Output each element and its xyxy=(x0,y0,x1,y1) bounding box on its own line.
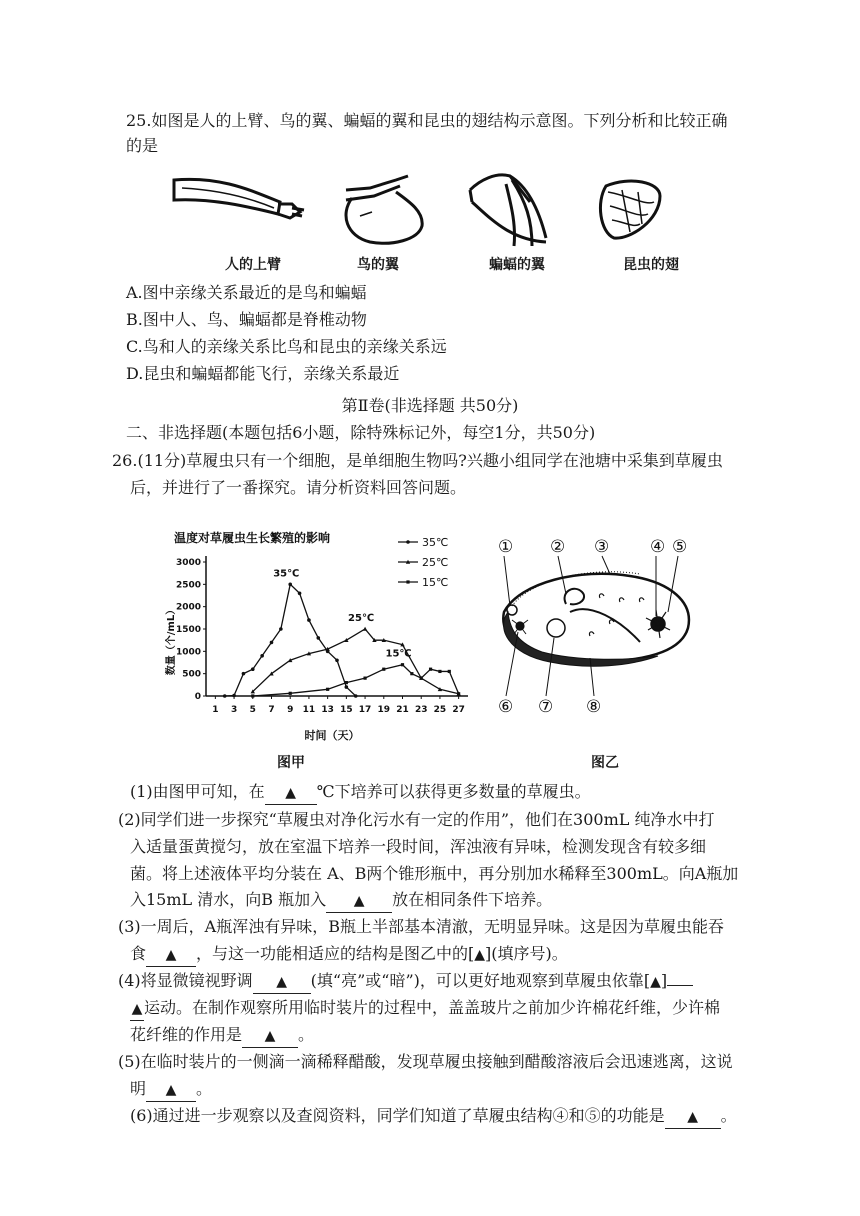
fig-jia-caption: 图甲 xyxy=(277,755,305,771)
q26-sub2-text-b: 放在相同条件下培养。 xyxy=(392,890,553,909)
answer-blank-1[interactable] xyxy=(265,781,317,805)
blank-marker: ▲ xyxy=(285,785,297,801)
data-point xyxy=(288,583,292,587)
legend-label: 15℃ xyxy=(422,576,449,589)
answer-blank-2[interactable] xyxy=(326,889,392,913)
q25-stem-line2: 的是 xyxy=(126,136,159,155)
data-point xyxy=(420,677,423,680)
data-point xyxy=(335,658,339,662)
data-point xyxy=(232,694,236,698)
section-title: 第Ⅱ卷(非选择题 共50分) xyxy=(341,396,519,415)
q25-stem-line1: 25.如图是人的上臂、鸟的翼、蝙蝠的翼和昆虫的翅结构示意图。下列分析和比较正确 xyxy=(126,111,728,130)
answer-blank-7b[interactable] xyxy=(130,997,144,1021)
q26-stem-line2: 后，并进行了一番探究。请分析资料回答问题。 xyxy=(130,478,467,497)
blank-marker: ▲ xyxy=(276,974,288,990)
x-tick-label: 7 xyxy=(268,705,275,715)
num-5: ⑤ xyxy=(672,537,688,557)
q26-sub6-text-a: (6)通过进一步观察以及查阅资料，同学们知道了草履虫结构④和⑤的功能是 xyxy=(130,1106,665,1125)
q26-sub4-text-a: (4)将显微镜视野调 xyxy=(118,971,253,990)
q26-sub3-line1: (3)一周后，A瓶浑浊有异味，B瓶上半部基本清澈，无明显异味。这是因为草履虫能吞 xyxy=(118,917,724,936)
answer-blank-3[interactable] xyxy=(146,943,196,967)
q26-sub2-line1: (2)同学们进一步探究“草履虫对净化污水有一定的作用”，他们在300mL 纯净水中打 xyxy=(118,810,715,829)
data-point xyxy=(242,672,246,676)
data-point xyxy=(429,668,432,671)
x-tick-label: 3 xyxy=(230,705,238,715)
answer-blank-9[interactable] xyxy=(146,1078,196,1102)
data-point xyxy=(382,668,385,671)
x-tick-label: 17 xyxy=(358,705,372,715)
fig-yi-caption: 图乙 xyxy=(591,755,619,771)
q26-sub4-text-b: (填“亮”或“暗”)，可以更好地观察到草履虫依靠[ xyxy=(310,971,651,990)
x-tick-label: 25 xyxy=(433,705,447,715)
num-1: ① xyxy=(498,537,514,557)
answer-blank-5[interactable] xyxy=(253,970,311,994)
data-point xyxy=(438,670,441,673)
legend-marker xyxy=(406,540,410,544)
x-tick-label: 21 xyxy=(396,705,409,715)
chart-y-axis-label: 数量（个/mL） xyxy=(166,604,177,676)
x-tick-label: 27 xyxy=(452,705,465,715)
num-4: ④ xyxy=(650,537,666,557)
data-point xyxy=(270,641,274,645)
x-tick-label: 23 xyxy=(414,705,428,715)
temperature-growth-chart xyxy=(160,520,480,745)
data-point xyxy=(345,681,348,684)
x-tick-label: 15 xyxy=(340,705,353,715)
y-tick-label: 0 xyxy=(194,692,201,702)
series-2 xyxy=(251,663,460,697)
y-tick-label: 2500 xyxy=(175,580,201,591)
data-point xyxy=(354,694,358,698)
q26-sub4-text-d: 运动。在制作观察所用临时装片的过程中，盖盖玻片之前加少许棉花纤维，少许棉 xyxy=(144,998,721,1017)
answer-blank-4[interactable]: ▲ xyxy=(474,947,486,963)
series-line xyxy=(253,629,459,694)
data-point xyxy=(363,627,367,631)
num-3: ③ xyxy=(594,537,610,557)
q26-sub3-text-b: ，与这一功能相适应的结构是图乙中的[ xyxy=(196,944,475,963)
q26-sub5-text-b: 。 xyxy=(196,1079,213,1098)
q26-sub1-text-b: ℃下培养可以获得更多数量的草履虫。 xyxy=(316,782,591,801)
data-point xyxy=(410,672,413,675)
q26-stem-line1: 26.(11分)草履虫只有一个细胞，是单细胞生物吗?兴趣小组同学在池塘中采集到草履虫 xyxy=(112,451,723,470)
data-point xyxy=(223,694,227,698)
q26-sub4-line2 xyxy=(130,997,720,1021)
q26-sub4-line1 xyxy=(118,970,693,994)
label-human-arm: 人的上臂 xyxy=(225,257,281,273)
label-bat-wing: 蝙蝠的翼 xyxy=(489,257,545,273)
paramecium-diagram xyxy=(490,532,700,718)
peak-annotation: 35℃ xyxy=(273,568,300,580)
chart-title: 温度对草履虫生长繁殖的影响 xyxy=(174,531,331,545)
y-tick-label: 500 xyxy=(182,669,201,680)
num-8: ⑧ xyxy=(586,697,602,717)
q26-sub6-text-b: 。 xyxy=(720,1106,737,1125)
chart-annotations xyxy=(273,568,411,659)
q26-sub3-text-c: ](填序号)。 xyxy=(485,944,568,963)
x-tick-label: 5 xyxy=(249,705,256,715)
q26-sub3-line2 xyxy=(130,943,568,967)
q26-sub1 xyxy=(130,781,591,805)
x-tick-label: 13 xyxy=(321,705,334,715)
data-point xyxy=(401,663,404,666)
blank-marker: ▲ xyxy=(165,947,177,963)
section-subtitle: 二、非选择题(本题包括6小题，除特殊标记外，每空1分，共50分) xyxy=(126,423,596,442)
q26-sub1-text-a: (1)由图甲可知，在 xyxy=(130,782,265,801)
answer-blank-8[interactable] xyxy=(242,1024,298,1048)
bird-wing-drawing xyxy=(346,176,422,243)
insect-wing-drawing xyxy=(600,181,660,238)
legend-label: 25℃ xyxy=(422,556,449,569)
data-point xyxy=(251,694,254,697)
data-point xyxy=(307,618,311,622)
q26-sub6 xyxy=(130,1105,737,1129)
bat-wing-drawing xyxy=(470,175,546,246)
answer-blank-7a[interactable] xyxy=(667,985,693,986)
label-insect-wing: 昆虫的翅 xyxy=(623,257,679,273)
data-point xyxy=(279,627,283,631)
x-tick-label: 11 xyxy=(302,705,316,715)
blank-marker: ▲ xyxy=(165,1082,177,1098)
q26-sub3-text-a: 食 xyxy=(130,944,147,963)
answer-blank-6[interactable]: ▲ xyxy=(650,974,661,990)
data-point xyxy=(363,677,366,680)
answer-blank-10[interactable] xyxy=(665,1105,721,1129)
data-point xyxy=(298,591,302,595)
q26-sub5-line1: (5)在临时装片的一侧滴一滴稀释醋酸，发现草履虫接触到醋酸溶液后会迅速逃离，这说 xyxy=(118,1052,733,1071)
q26-sub2-line3: 菌。将上述液体平均分装在 A、B两个锥形瓶中，再分别加水稀释至300mL。向A瓶加 xyxy=(130,864,739,883)
peak-annotation: 15℃ xyxy=(385,648,412,660)
y-tick-label: 1000 xyxy=(175,647,201,658)
data-point xyxy=(289,692,292,695)
num-2: ② xyxy=(550,537,566,557)
y-tick-label: 3000 xyxy=(175,558,201,568)
data-point xyxy=(448,670,451,673)
x-tick-label: 1 xyxy=(212,705,219,715)
y-tick-label: 2000 xyxy=(175,602,201,613)
series-1 xyxy=(251,627,461,696)
x-tick-label: 19 xyxy=(377,705,391,715)
q25-option-b: B.图中人、鸟、蝙蝠都是脊椎动物 xyxy=(126,310,367,329)
q26-sub4-line3 xyxy=(130,1024,314,1048)
q26-sub2-line2: 入适量蛋黄搅匀，放在室温下培养一段时间，浑浊液有异味，检测发现含有较多细 xyxy=(130,837,707,856)
peak-annotation: 25℃ xyxy=(348,613,375,624)
chart-legend xyxy=(398,536,448,589)
q26-sub4-text-c: ] xyxy=(660,971,668,990)
data-point xyxy=(251,667,255,671)
data-point xyxy=(457,692,460,695)
legend-marker xyxy=(406,580,409,583)
blank-marker: ▲ xyxy=(353,893,365,909)
q26-sub4-text-f: 。 xyxy=(298,1025,315,1044)
q26-sub2-text-a: 入15mL 清水，向B 瓶加入 xyxy=(130,890,327,909)
data-point xyxy=(345,685,349,689)
data-point xyxy=(326,688,329,691)
blank-marker: ▲ xyxy=(687,1109,699,1125)
chart-series xyxy=(223,583,461,698)
data-point xyxy=(260,654,264,658)
q26-sub5-text-a: 明 xyxy=(130,1079,147,1098)
limb-structure-figure xyxy=(160,162,670,252)
data-point xyxy=(316,636,320,640)
series-line xyxy=(253,665,459,696)
q25-option-c: C.鸟和人的亲缘关系比鸟和昆虫的亲缘关系远 xyxy=(126,337,447,356)
q25-option-a: A.图中亲缘关系最近的是鸟和蝙蝠 xyxy=(126,283,367,302)
q26-sub4-text-e: 花纤维的作用是 xyxy=(130,1025,243,1044)
series-line xyxy=(225,584,356,696)
y-tick-label: 1500 xyxy=(175,625,201,635)
chart-x-axis-label: 时间（天） xyxy=(304,729,360,742)
human-arm-drawing xyxy=(174,179,304,218)
num-6: ⑥ xyxy=(498,697,514,717)
blank-marker: ▲ xyxy=(264,1028,276,1044)
legend-label: 35℃ xyxy=(422,536,449,549)
series-0 xyxy=(223,583,358,698)
q26-sub5-line2 xyxy=(130,1078,212,1102)
x-tick-label: 9 xyxy=(287,705,294,715)
q25-option-d: D.昆虫和蝙蝠都能飞行，亲缘关系最近 xyxy=(126,364,400,383)
blank-marker: ▲ xyxy=(131,1001,143,1017)
label-bird-wing: 鸟的翼 xyxy=(357,257,399,273)
num-7: ⑦ xyxy=(538,697,554,717)
q26-sub2-line4 xyxy=(130,889,552,913)
